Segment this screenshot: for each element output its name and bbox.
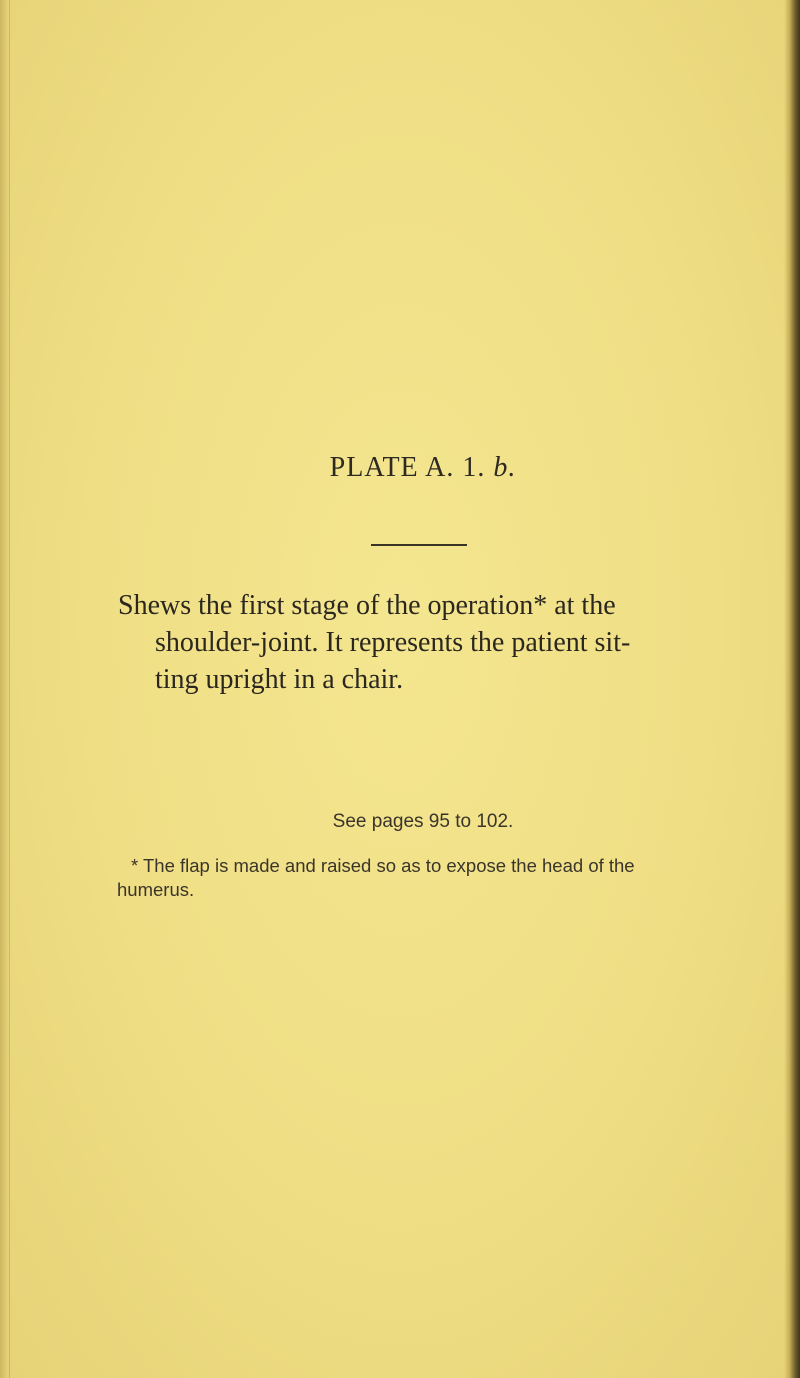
footnote-line-2: humerus. — [117, 879, 195, 900]
plate-title-sub: b. — [493, 452, 517, 483]
plate-title-number: PLATE A. 1. — [329, 452, 486, 483]
description-line-2: shoulder-joint. It represents the patient sit- — [155, 627, 631, 658]
plate-description — [118, 587, 758, 698]
plate-title — [0, 452, 800, 484]
footnote-line-1: * The flap is made and raised so as to expose the head of the — [131, 855, 635, 876]
description-line-1: Shews the first stage of the operation* at the — [118, 590, 616, 621]
page-reference: See pages 95 to 102. — [332, 811, 514, 832]
page-fold-line — [9, 0, 10, 1378]
description-line-3: ting upright in a chair. — [155, 664, 404, 695]
page-right-edge-shadow — [784, 0, 800, 1378]
title-divider-rule — [371, 544, 467, 546]
footnote — [117, 854, 757, 902]
